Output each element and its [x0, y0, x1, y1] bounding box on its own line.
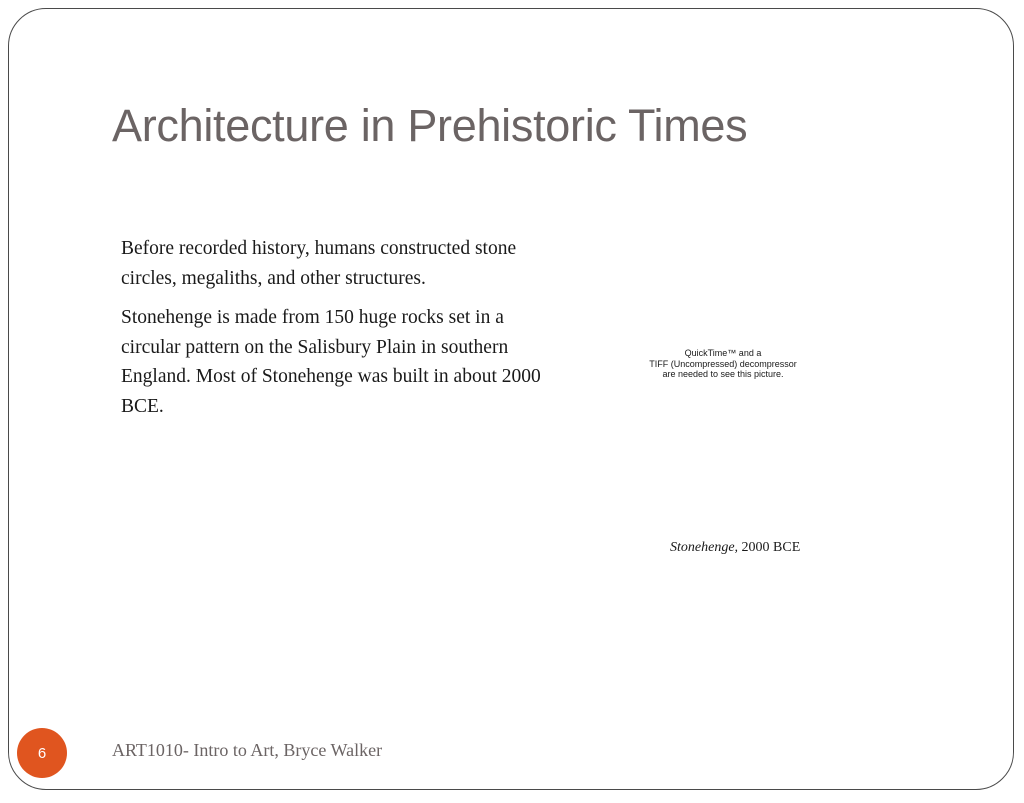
placeholder-line: TIFF (Uncompressed) decompressor: [649, 358, 797, 369]
footer-text: ART1010- Intro to Art, Bryce Walker: [112, 740, 383, 760]
body-paragraph: Before recorded history, humans constructed stone circles, megaliths, and other structures.: [121, 238, 517, 289]
placeholder-line: are needed to see this picture.: [662, 369, 784, 379]
caption-date: 2000 BCE: [738, 540, 801, 555]
slide-number: 6: [37, 744, 47, 762]
caption-work-title: Stonehenge,: [670, 540, 739, 555]
slide-body: [121, 234, 541, 431]
body-paragraph: Stonehenge is made from 150 huge rocks set in a circular pattern on the Salisbury Plain in southern England. Most of Stonehenge was built in about 2000 BCE.: [121, 307, 541, 417]
slide-number-badge: [17, 728, 67, 778]
image-placeholder: [632, 348, 814, 380]
slide-title: Architecture in Prehistoric Times: [112, 100, 748, 151]
placeholder-line: QuickTime™ and a: [684, 348, 762, 358]
image-caption: [670, 540, 800, 556]
